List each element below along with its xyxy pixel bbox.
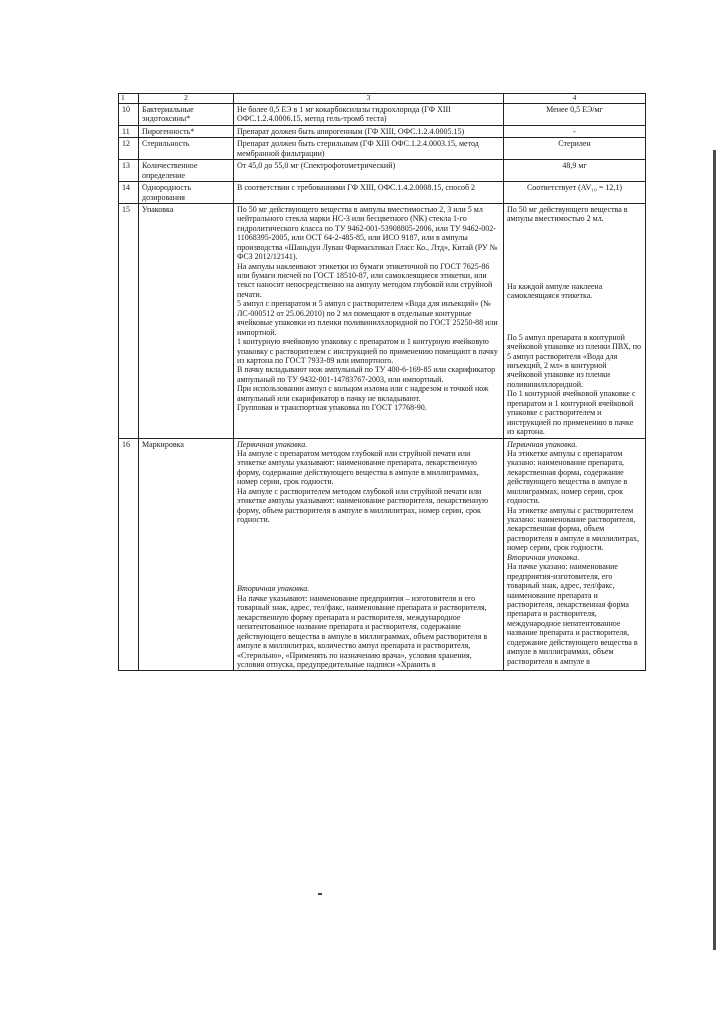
norm-text: В соответствии с требованиями ГФ XIII, ОФС.1.4.2.0008.15, способ 2 [234,182,504,204]
row-number: 13 [119,160,139,182]
norm-text: Не более 0,5 ЕЭ в 1 мг кокарбоксилазы гидрохлорида (ГФ XIII ОФС.1.2.4.0006.15, метод гель-тромб теста) [234,104,504,126]
norm-text: Препарат должен быть апирогенным (ГФ XIII, ОФС.1.2.4.0005.15) [234,125,504,137]
test-name: Пирогенность* [139,125,234,137]
norm-paragraph: 1 контурную ячейковую упаковку с препаратом и 1 контурную ячейковую упаковку с растворителем с инструкцией по применению помещают в пачку из картона по ГОСТ 7933-89 или импортного. [237,337,498,365]
norm-paragraph: На ампуле с препаратом методом глубокой или струйной печати или этикетке ампулы указывают: наименование препарата, лекарственную форму, содержание действующего вещества в ампуле в миллиграммах, номер серии, срок годности. [237,448,479,487]
test-name: Упаковка [139,203,234,438]
row-number: 15 [119,203,139,438]
row-number: 16 [119,438,139,671]
secondary-packaging-title: Вторичная упаковка. [237,584,310,594]
test-name: Количественное определение [139,160,234,182]
norm-paragraph: 5 ампул с препаратом и 5 ампул с растворителем «Вода для инъекций» (№ ЛС-000512 от 25.06.2010) по 2 мл помещают в отдельные контурные ячейковые упаковки из пленки поливинилхлоридной по ГОСТ 25250-88 или импортной. [237,299,498,337]
result-paragraph: По 1 контурной ячейковой упаковке с препаратом и 1 контурной ячейковой упаковке с растворителем и инструкцией по применению в пачке из картона. [507,389,636,437]
result-paragraph: На этикетке ампулы с растворителем указано: наименование растворителя, лекарственная форма, объем растворителя в ампуле в миллилитрах, номер серии, срок годности. [507,505,639,553]
result-paragraph: На этикетке ампулы с препаратом указано: наименование препарата, лекарственная форма, содержание действующего вещества в ампуле в миллиграммах, номер серии, срок годности. [507,448,628,506]
norm-paragraph: На пачке указывают: наименование предприятия – изготовителя и его товарный знак, адрес, тел/факс, наименование препарата и растворителя, лекарственную форму препарата и растворителя, международное непатентованное название препарата и растворителя, содержание действующего вещества в ампуле в миллиграммах, объем растворителя в ампуле в миллилитрах, количество ампул препарата и растворителя, «Стерильно», «Применять по назначению врача», условия хранения, условия отпуска, предупредительные надписи «Хранить в [237,593,488,669]
row-number: 12 [119,138,139,160]
header-cell: 1 [119,94,139,104]
header-cell: 2 [139,94,234,104]
table-row [119,104,646,126]
specification-table [118,93,646,671]
norm-text: От 45,0 до 55,0 мг (Спектрофотометрический) [234,160,504,182]
result-paragraph: На пачке указано: наименование предприятия-изготовителя, его товарный знак, адрес, тел/факс, наименование препарата и растворителя, лекарственная форма препарата и растворителя, международное непатентованное название препарата и растворителя, содержание действующего вещества в ампуле в миллиграммах, объем растворителя в ампуле в [507,562,638,666]
result-text [504,438,646,671]
result-text: Менее 0,5 ЕЭ/мг [504,104,646,126]
table-row [119,182,646,204]
spacer [507,224,642,282]
table-row [119,160,646,182]
table-row [119,138,646,160]
norm-paragraph: Групповая и транспортная упаковка по ГОСТ 17768-90. [237,403,427,413]
result-paragraph: По 50 мг действующего вещества в ампулы вместимостью 2 мл. [507,204,628,224]
result-text: 48,9 мг [504,160,646,182]
spacer [237,524,500,584]
table-header-row [119,94,646,104]
header-cell: 3 [234,94,504,104]
scan-edge-shadow [713,150,716,950]
result-paragraph: По 5 ампул препарата в контурной ячейковой упаковке из пленки ПВХ, по 5 ампул растворителя «Вода для инъекций, 2 мл» в контурной ячейковой упаковке из пленки поливинилхлоридной. [507,332,642,389]
norm-paragraph: На ампулы наклеивают этикетки из бумаги этикеточной по ГОСТ 7625-86 или бумаги писчей по ГОСТ 18510-87, или самоклеящиеся этикетки, или текст наносят непосредственно на ампулу методом глубокой или струйной печати. [237,261,493,299]
test-name: Стерильность [139,138,234,160]
scan-dot [318,893,322,895]
spacer [507,301,642,333]
norm-paragraph: При использовании ампул с кольцом излома или с надрезом и точкой нож ампульный или скарификатор в пачку не вкладывают. [237,384,489,403]
secondary-packaging-title: Вторичная упаковка. [507,552,580,562]
result-text: Стерилен [504,138,646,160]
norm-paragraph: По 50 мг действующего вещества в ампулы вместимостью 2, 3 или 5 мл нейтрального стекла марки НС-3 или бесцветного (NK) стекла 1-го гидролитического класса по ТУ 9462-001-53908805-2006, или ТУ 9462-002-11068395-2005, или ОСТ 64-2-485-85, или ИСО 9187, или в ампулы производства «Шаньдун Луван Фармасьтикал Гласс Ко., Лтд», Китай (РУ № ФСЗ 2012/12141). [237,204,498,262]
table-row [119,125,646,137]
row-number: 14 [119,182,139,204]
test-name: Бактериальные эндотоксины* [139,104,234,126]
norm-text [234,438,504,671]
primary-packaging-title: Первичная упаковка. [507,439,578,449]
result-text: Соответствует (AV₁₀ = 12,1) [504,182,646,204]
norm-paragraph: На ампуле с растворителем методом глубокой или струйной печати или этикетке ампулы указывают: наименование растворителя, лекарственную форму, объем растворителя в ампуле в миллилитрах, номер серии, срок годности. [237,486,489,524]
row-number: 10 [119,104,139,126]
row-number: 11 [119,125,139,137]
test-name: Однородность дозирования [139,182,234,204]
test-name: Маркировка [139,438,234,671]
result-paragraph: На каждой ампуле наклеена самоклеящаяся этикетка. [507,281,603,301]
result-text [504,203,646,438]
norm-text [234,203,504,438]
table-row [119,438,646,671]
primary-packaging-title: Первичная упаковка. [237,439,308,449]
table-row [119,203,646,438]
norm-paragraph: В пачку вкладывают нож ампульный по ТУ 400-6-169-85 или скарификатор ампульный по ТУ 9432-001-14783767-2003, или импортный. [237,365,496,384]
header-cell: 4 [504,94,646,104]
norm-text: Препарат должен быть стерильным (ГФ XIII ОФС.1.2.4.0003.15, метод мембранной фильтрации) [234,138,504,160]
result-text: - [504,125,646,137]
